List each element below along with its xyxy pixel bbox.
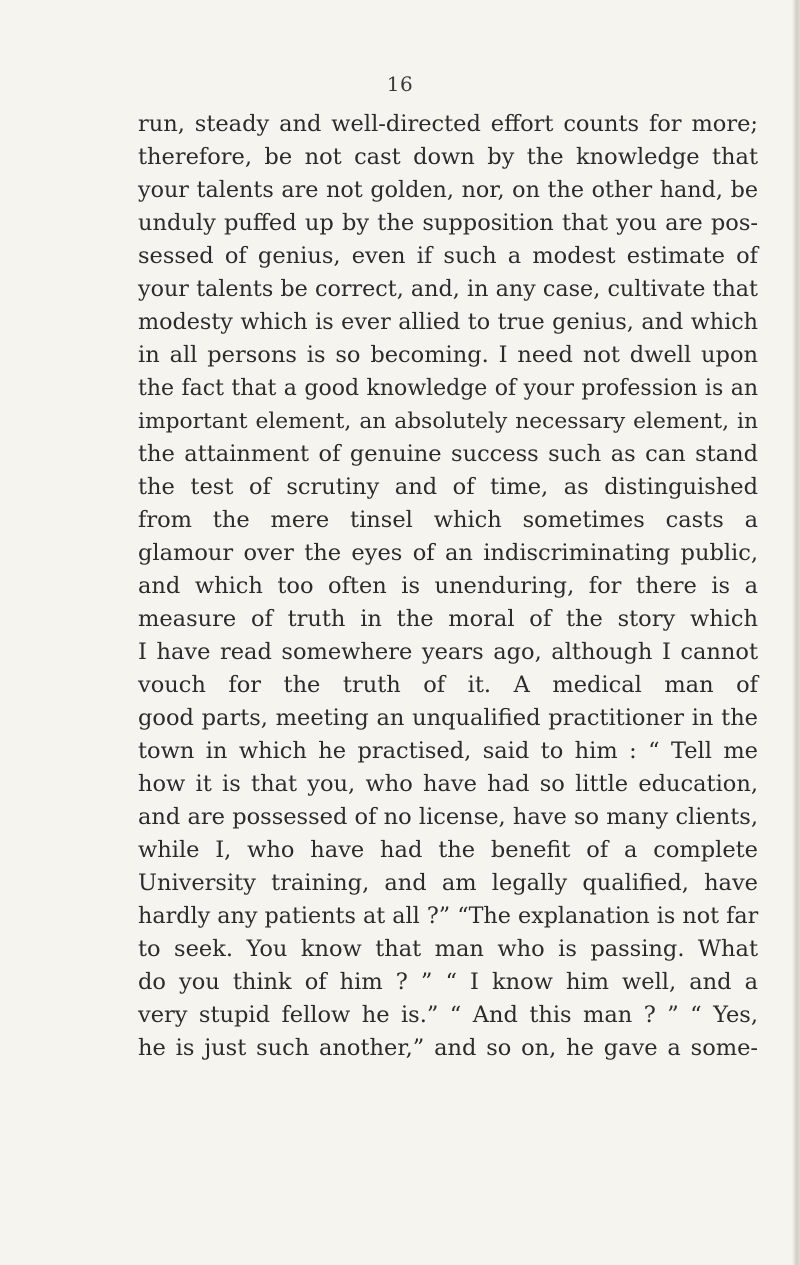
page-edge-shadow [792,0,800,1265]
text-line: run, steady and well-directed effort counts for more; [138,111,758,137]
text-line: the fact that a good knowledge of your profession is an [138,376,758,401]
text-line: important element, an absolutely necessary element, in [138,409,758,434]
text-line: town in which he practised, said to him : “ Tell me [138,738,758,764]
text-line: I have read somewhere years ago, although I cannot [138,639,758,665]
text-line: therefore, be not cast down by the knowledge that [138,144,758,170]
text-line: very stupid fellow he is.” “ And this man ? ” “ Yes, [138,1002,758,1028]
text-line: in all persons is so becoming. I need not dwell upon [138,342,758,368]
text-line: unduly puffed up by the supposition that you are pos- [138,210,758,236]
text-line: measure of truth in the moral of the story which [138,606,758,632]
text-line: vouch for the truth of it. A medical man of [138,672,758,698]
text-line: how it is that you, who have had so little education, [138,771,758,797]
page-number: 16 [386,72,414,96]
text-line: glamour over the eyes of an indiscriminating public, [138,540,758,566]
text-line: your talents are not golden, nor, on the other hand, be [138,177,758,203]
text-line: your talents be correct, and, in any case, cultivate that [138,276,758,302]
text-line: modesty which is ever allied to true genius, and which [138,309,758,335]
text-line: he is just such another,” and so on, he gave a some- [138,1035,758,1061]
text-line: the test of scrutiny and of time, as distinguished [138,474,758,500]
text-line: while I, who have had the benefit of a complete [138,837,758,863]
text-line: good parts, meeting an unqualified practitioner in the [138,705,758,731]
text-line: sessed of genius, even if such a modest estimate of [138,243,758,269]
text-line: and which too often is unenduring, for there is a [138,573,758,599]
text-line: from the mere tinsel which sometimes casts a [138,507,758,533]
text-line: hardly any patients at all ?” “The explanation is not far [138,903,759,929]
text-line: the attainment of genuine success such as can stand [138,441,758,467]
text-line: to seek. You know that man who is passing. What [138,936,758,962]
text-line: do you think of him ? ” “ I know him well, and a [138,969,758,995]
text-line: University training, and am legally qualified, have [138,870,758,896]
body-text [138,108,758,1065]
text-line: and are possessed of no license, have so many clients, [138,804,758,830]
